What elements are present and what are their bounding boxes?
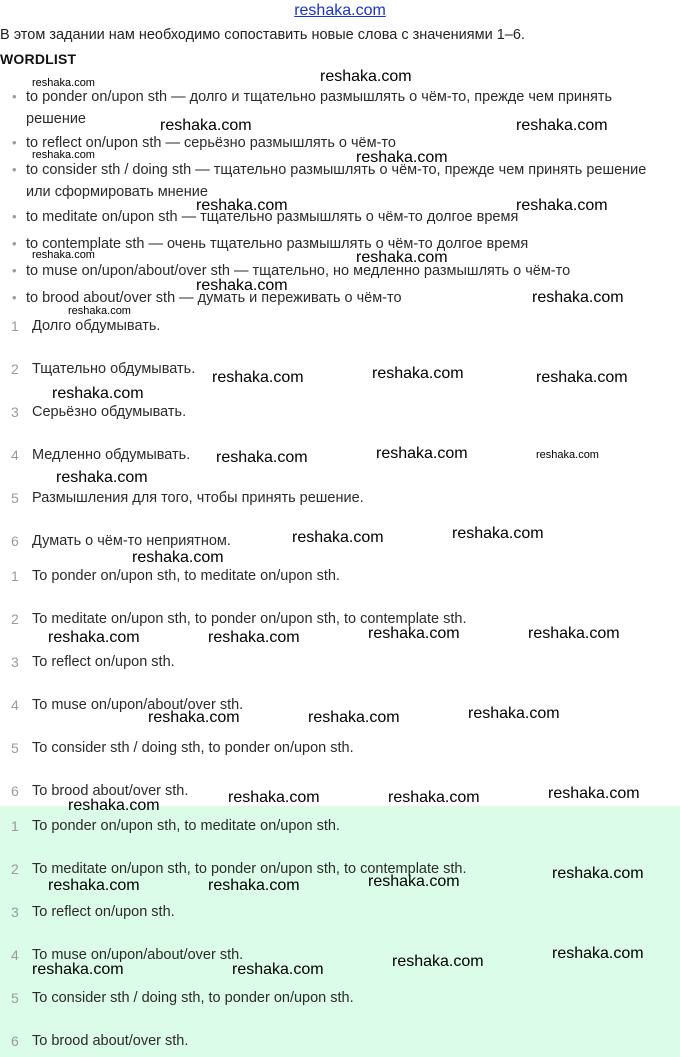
answer-item [0, 653, 680, 671]
watermark: reshaka.com [216, 449, 308, 466]
meaning-item [0, 489, 680, 507]
wordlist-item: • to meditate on/upon sth — тщательно размышлять о чём-то долгое время [26, 206, 666, 228]
watermark: reshaka.com [356, 249, 448, 266]
watermark: reshaka.com [320, 68, 412, 85]
watermark: reshaka.com [368, 625, 460, 642]
watermark: reshaka.com [228, 789, 320, 806]
watermark: reshaka.com [392, 953, 484, 970]
answer-item [0, 989, 680, 1007]
wordlist-title: WORDLIST [0, 51, 77, 67]
watermark: reshaka.com [56, 469, 148, 486]
answer-item [0, 567, 680, 585]
watermark: reshaka.com [232, 961, 324, 978]
item-number: 4 [11, 947, 19, 963]
watermark: reshaka.com [208, 629, 300, 646]
answer-item [0, 739, 680, 757]
item-text: To meditate on/upon sth, to ponder on/upon sth, to contemplate sth. [32, 611, 467, 627]
watermark: reshaka.com [32, 77, 95, 89]
item-number: 5 [11, 740, 19, 756]
watermark: reshaka.com [32, 149, 95, 161]
watermark: reshaka.com [376, 445, 468, 462]
watermark: reshaka.com [68, 797, 160, 814]
watermark: reshaka.com [552, 865, 644, 882]
watermark: reshaka.com [532, 289, 624, 306]
item-number: 2 [11, 861, 19, 877]
watermark: reshaka.com [160, 117, 252, 134]
watermark: reshaka.com [148, 709, 240, 726]
watermark: reshaka.com [68, 305, 131, 317]
watermark: reshaka.com [528, 625, 620, 642]
answer-item [0, 903, 680, 921]
item-text: Размышления для того, чтобы принять решение. [32, 490, 364, 506]
watermark: reshaka.com [208, 877, 300, 894]
item-number: 3 [11, 404, 19, 420]
watermark: reshaka.com [548, 785, 640, 802]
wordlist-item: • to ponder on/upon sth — долго и тщательно размышлять о чём-то, прежде чем принять решение [26, 86, 666, 130]
watermark: reshaka.com [368, 873, 460, 890]
watermark: reshaka.com [552, 945, 644, 962]
item-text: Медленно обдумывать. [32, 447, 191, 463]
item-text: To meditate on/upon sth, to ponder on/upon sth, to contemplate sth. [32, 861, 467, 877]
item-text: To brood about/over sth. [32, 1033, 189, 1049]
answer-item [0, 817, 680, 835]
answer-panel [0, 806, 680, 1057]
wordlist-item: • to consider sth / doing sth — тщательно размышлять о чём-то, прежде чем принять решение или сформировать мнение [26, 159, 666, 203]
watermark: reshaka.com [52, 385, 144, 402]
watermark: reshaka.com [48, 877, 140, 894]
item-number: 3 [11, 904, 19, 920]
item-text: Думать о чём-то неприятном. [32, 533, 231, 549]
watermark: reshaka.com [452, 525, 544, 542]
item-number: 1 [11, 568, 19, 584]
item-text: To reflect on/upon sth. [32, 904, 175, 920]
item-number: 6 [11, 1033, 19, 1049]
item-number: 4 [11, 697, 19, 713]
watermark: reshaka.com [292, 529, 384, 546]
item-text: To ponder on/upon sth, to meditate on/upon sth. [32, 568, 340, 584]
item-text: To reflect on/upon sth. [32, 654, 175, 670]
item-text: To ponder on/upon sth, to meditate on/upon sth. [32, 818, 340, 834]
item-number: 4 [11, 447, 19, 463]
item-number: 5 [11, 990, 19, 1006]
wordlist-item: • to brood about/over sth — думать и переживать о чём-то [26, 287, 666, 309]
watermark: reshaka.com [196, 277, 288, 294]
watermark: reshaka.com [48, 629, 140, 646]
watermark: reshaka.com [356, 149, 448, 166]
watermark: reshaka.com [32, 249, 95, 261]
watermark: reshaka.com [32, 961, 124, 978]
item-text: To consider sth / doing sth, to ponder on/upon sth. [32, 740, 354, 756]
item-number: 5 [11, 490, 19, 506]
wordlist-item: • to contemplate sth — очень тщательно размышлять о чём-то долгое время [26, 233, 666, 255]
watermark: reshaka.com [196, 197, 288, 214]
item-text: To brood about/over sth. [32, 783, 189, 799]
item-number: 3 [11, 654, 19, 670]
item-text: To consider sth / doing sth, to ponder on/upon sth. [32, 990, 354, 1006]
item-text: To muse on/upon/about/over sth. [32, 947, 244, 963]
meaning-item [0, 403, 680, 421]
site-link[interactable]: reshaka.com [294, 2, 386, 19]
task-intro: В этом задании нам необходимо сопоставить новые слова с значениями 1–6. [0, 27, 525, 43]
item-text: Долго обдумывать. [32, 318, 161, 334]
watermark: reshaka.com [388, 789, 480, 806]
watermark: reshaka.com [372, 365, 464, 382]
item-number: 1 [11, 818, 19, 834]
watermark: reshaka.com [308, 709, 400, 726]
item-number: 2 [11, 361, 19, 377]
answer-item [0, 1032, 680, 1050]
item-text: Серьёзно обдумывать. [32, 404, 187, 420]
watermark: reshaka.com [516, 197, 608, 214]
watermark: reshaka.com [516, 117, 608, 134]
watermark: reshaka.com [468, 705, 560, 722]
item-number: 6 [11, 533, 19, 549]
watermark: reshaka.com [536, 449, 599, 461]
item-number: 6 [11, 783, 19, 799]
meaning-item [0, 317, 680, 335]
watermark: reshaka.com [536, 369, 628, 386]
wordlist-item: • to reflect on/upon sth — серьёзно размышлять о чём-то [26, 132, 666, 154]
watermark: reshaka.com [132, 549, 224, 566]
watermark: reshaka.com [212, 369, 304, 386]
wordlist-item: • to muse on/upon/about/over sth — тщательно, но медленно размышлять о чём-то [26, 260, 666, 282]
item-number: 2 [11, 611, 19, 627]
item-text: Тщательно обдумывать. [32, 361, 196, 377]
item-text: To muse on/upon/about/over sth. [32, 697, 244, 713]
item-number: 1 [11, 318, 19, 334]
